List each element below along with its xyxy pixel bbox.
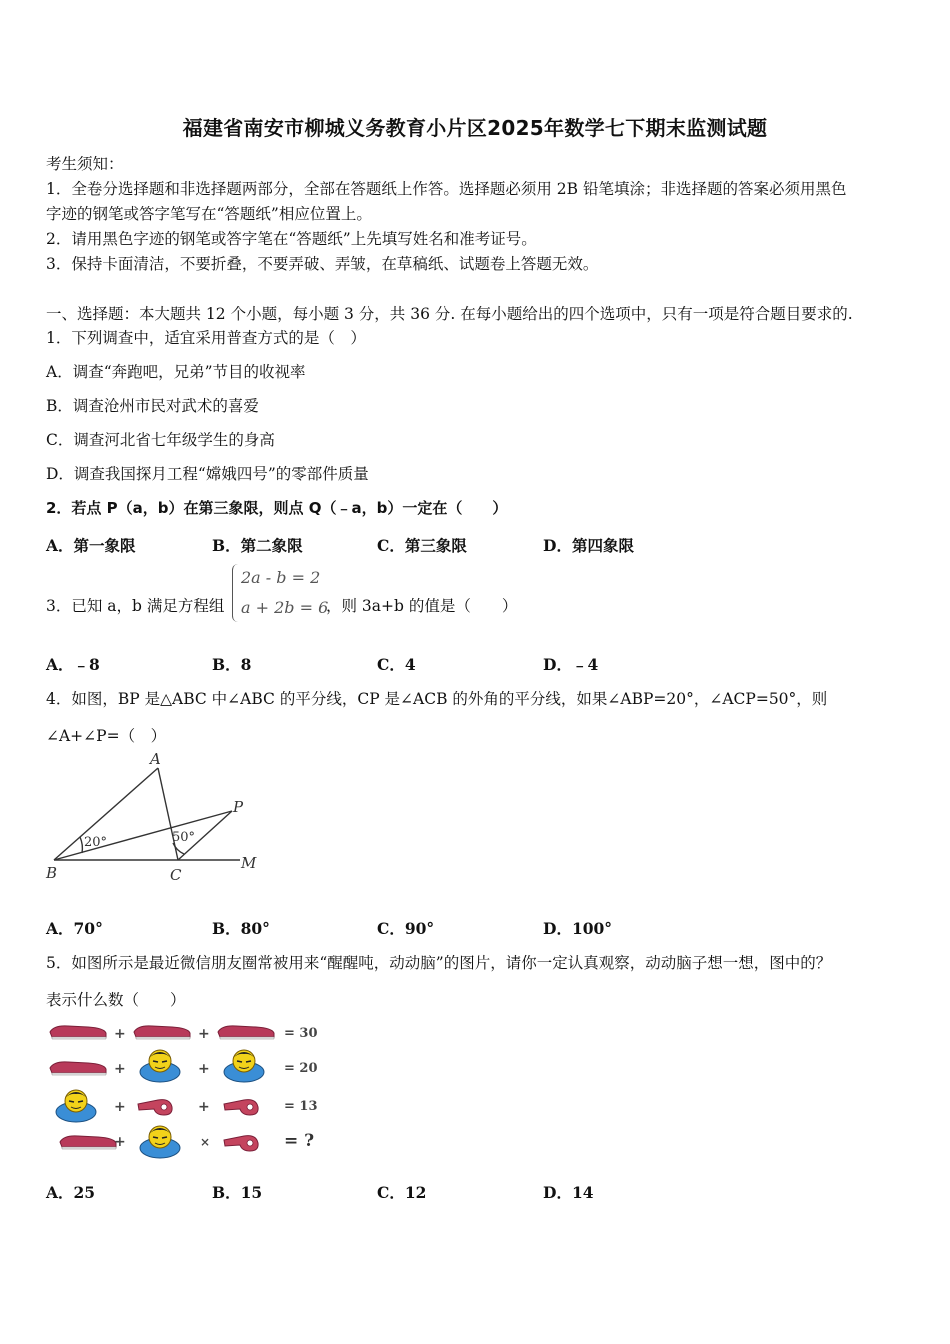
notice-line-3: 3．保持卡面清洁，不要折叠，不要弄破、弄皱，在草稿纸、试题卷上答题无效。 — [46, 255, 599, 273]
svg-text:+: + — [114, 1134, 126, 1150]
puzzle-row-4 — [60, 1126, 314, 1158]
q3-stem-post: ，则 3a+b 的值是（ ） — [326, 597, 518, 615]
q4-option-b[interactable]: B．80° — [212, 919, 270, 938]
section-heading: 一、选择题：本大题共 12 个小题，每小题 3 分，共 36 分. 在每小题给出的四个选项中，只有一项是符合题目要求的. — [46, 305, 853, 323]
q5-option-d[interactable]: D．14 — [543, 1183, 594, 1202]
q1-stem: 1．下列调查中，适宜采用普查方式的是（ ） — [46, 329, 366, 347]
notice-heading: 考生须知： — [46, 155, 124, 173]
puzzle-row-2 — [50, 1050, 318, 1082]
puzzle-row-1 — [50, 1026, 318, 1042]
q1-option-a[interactable]: A．调查“奔跑吧，兄弟”节目的收视率 — [46, 363, 306, 381]
angle-arc-b — [80, 837, 82, 853]
page-title: 福建省南安市柳城义务教育小片区2025年数学七下期末监测试题 — [182, 116, 768, 140]
q4-option-d[interactable]: D．100° — [543, 919, 613, 938]
q5-option-b[interactable]: B．15 — [212, 1183, 263, 1202]
label-a: A — [150, 750, 161, 768]
q1-option-c[interactable]: C．调查河北省七年级学生的身高 — [46, 431, 275, 449]
q3-equation-2: a + 2b = 6 — [241, 598, 329, 617]
svg-text:+: + — [198, 1026, 210, 1042]
q5-stem-line-2: 表示什么数（ ） — [46, 991, 186, 1009]
q2-option-d[interactable]: D．第四象限 — [543, 536, 634, 555]
row-2-result: = 20 — [284, 1061, 318, 1076]
svg-text:×: × — [200, 1135, 211, 1149]
svg-text:+: + — [198, 1061, 210, 1077]
notice-line-1b: 字迹的钢笔或答字笔写在“答题纸”相应位置上。 — [46, 205, 372, 223]
q2-option-c[interactable]: C．第三象限 — [377, 536, 467, 555]
label-c: C — [170, 866, 182, 884]
q2-option-a[interactable]: A．第一象限 — [46, 536, 136, 555]
svg-text:+: + — [114, 1026, 126, 1042]
notice-line-1a: 1．全卷分选择题和非选择题两部分，全部在答题纸上作答。选择题必须用 2B 铅笔填涂；非选择题的答案必须用黑色 — [46, 180, 847, 198]
puzzle-image — [44, 1014, 344, 1164]
svg-text:+: + — [198, 1099, 210, 1115]
q4-stem-line-2: ∠A+∠P=（ ） — [46, 727, 167, 745]
row-1-result: = 30 — [284, 1026, 318, 1041]
angle-label-20: 20° — [84, 835, 108, 850]
q5-stem-line-1: 5．如图所示是最近微信朋友圈常被用来“醒醒吨，动动脑”的图片，请你一定认真观察，动动脑子想一想，图中的？ — [46, 954, 832, 972]
angle-label-50: 50° — [172, 830, 196, 845]
puzzle-row-3 — [56, 1090, 318, 1122]
q3-option-b[interactable]: B．8 — [212, 655, 252, 674]
label-b: B — [46, 864, 58, 882]
label-p: P — [233, 798, 244, 816]
row-3-result: = 13 — [284, 1099, 318, 1114]
svg-text:+: + — [114, 1061, 126, 1077]
q4-option-a[interactable]: A．70° — [46, 919, 103, 938]
q5-option-a[interactable]: A．25 — [46, 1183, 96, 1202]
q3-stem-pre: 3．已知 a，b 满足方程组 — [46, 597, 225, 615]
q1-option-d[interactable]: D．调查我国探月工程“嫦娥四号”的零部件质量 — [46, 465, 369, 483]
row-4-result: = ? — [284, 1131, 315, 1151]
notice-line-2: 2．请用黑色字迹的钢笔或答字笔在“答题纸”上先填写姓名和准考证号。 — [46, 230, 537, 248]
q3-option-d[interactable]: D．﹣4 — [543, 655, 599, 674]
q5-option-c[interactable]: C．12 — [377, 1183, 427, 1202]
equation-brace — [232, 564, 241, 622]
q4-option-c[interactable]: C．90° — [377, 919, 435, 938]
q1-option-b[interactable]: B．调查沧州市民对武术的喜爱 — [46, 397, 259, 415]
q3-option-a[interactable]: A．﹣8 — [46, 655, 100, 674]
q3-equation-1: 2a - b = 2 — [241, 568, 321, 587]
q4-stem-line-1: 4．如图，BP 是△ABC 中∠ABC 的平分线，CP 是∠ACB 的外角的平分线，如果∠ABP=20°，∠ACP=50°，则 — [46, 690, 828, 708]
q2-stem: 2．若点 P（a，b）在第三象限，则点 Q（﹣a，b）一定在（ ） — [46, 499, 508, 517]
label-m: M — [241, 854, 257, 872]
triangle-figure — [40, 750, 270, 885]
q3-option-c[interactable]: C．4 — [377, 655, 416, 674]
q2-option-b[interactable]: B．第二象限 — [212, 536, 303, 555]
svg-text:+: + — [114, 1099, 126, 1115]
